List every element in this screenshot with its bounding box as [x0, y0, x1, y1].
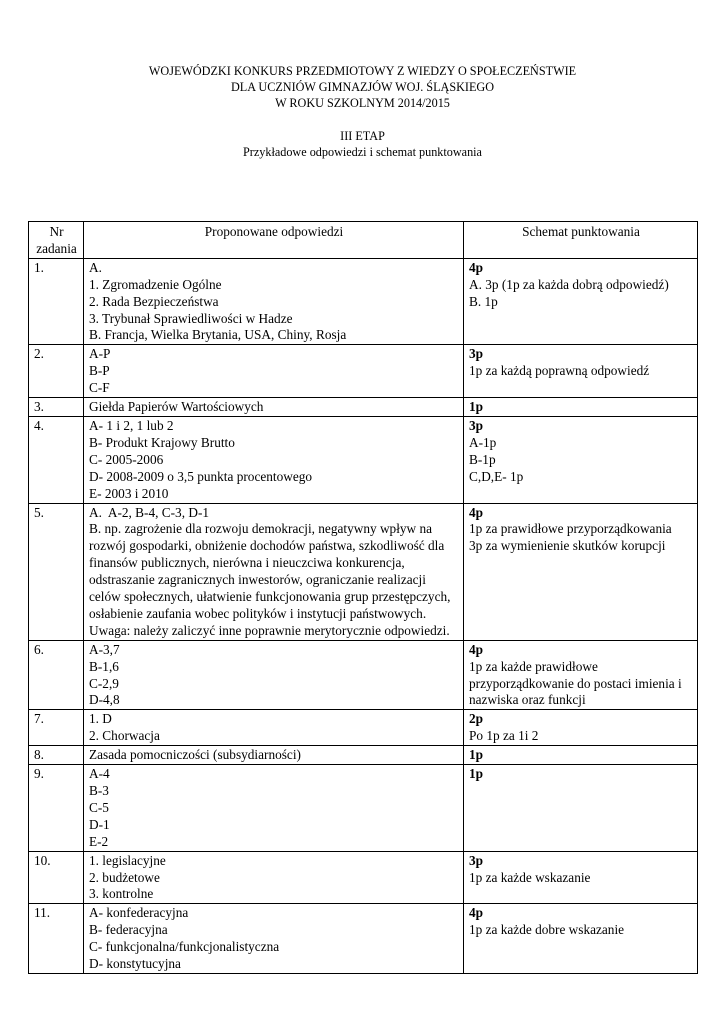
header-subtitle: Przykładowe odpowiedzi i schemat punktowania: [243, 145, 482, 159]
scoring-scheme: [464, 398, 698, 417]
answer-line: 3. kontrolne: [89, 886, 154, 902]
scoring-scheme: [464, 640, 698, 710]
task-number: 9.: [29, 765, 84, 852]
points-total: 1p: [469, 399, 484, 415]
header-stage: III ETAP: [340, 129, 385, 143]
table-row: [29, 710, 698, 746]
scoring-scheme: [464, 904, 698, 974]
points-total: 4p: [469, 504, 484, 520]
header-title-line-3: W ROKU SZKOLNYM 2014/2015: [275, 96, 450, 110]
answer-key-table: [28, 221, 698, 974]
scoring-scheme: [464, 416, 698, 503]
table-header-row: [29, 222, 698, 259]
scheme-line: C,D,E- 1p: [469, 468, 524, 484]
scheme-line: 3p za wymienienie skutków korupcji: [469, 538, 666, 554]
table-row: [29, 904, 698, 974]
answer-line: A- konfederacyjna: [89, 905, 189, 921]
scheme-line: A. 3p (1p za każda dobrą odpowiedź): [469, 276, 669, 292]
scoring-scheme: [464, 710, 698, 746]
answer-line: D-4,8: [89, 692, 120, 708]
proposed-answers: [84, 746, 464, 765]
answer-line: Uwaga: należy zaliczyć inne poprawnie merytorycznie odpowiedzi.: [89, 622, 450, 638]
task-number: 6.: [29, 640, 84, 710]
table-row: [29, 398, 698, 417]
table-row: [29, 746, 698, 765]
answer-line: D- 2008-2009 o 3,5 punkta procentowego: [89, 468, 313, 484]
scheme-line: 1p za każde wskazanie: [469, 869, 591, 885]
proposed-answers: [84, 345, 464, 398]
task-number: 5.: [29, 503, 84, 640]
answer-line: B- Produkt Krajowy Brutto: [89, 434, 235, 450]
answer-line: Zasada pomocniczości (subsydiarności): [89, 747, 301, 763]
answer-line: D-1: [89, 816, 110, 832]
proposed-answers: [84, 710, 464, 746]
answer-line: 3. Trybunał Sprawiedliwości w Hadze: [89, 310, 293, 326]
scheme-line: Po 1p za 1i 2: [469, 728, 539, 744]
answer-line: C- funkcjonalna/funkcjonalistyczna: [89, 939, 280, 955]
answer-line: C-2,9: [89, 675, 119, 691]
scheme-line: 1p za każdą poprawną odpowiedź: [469, 363, 650, 379]
task-number: 3.: [29, 398, 84, 417]
answer-line: A.: [89, 259, 102, 275]
answer-line: C-F: [89, 380, 110, 396]
scoring-scheme: [464, 851, 698, 904]
proposed-answers: [84, 258, 464, 345]
table-row: [29, 503, 698, 640]
table-row: [29, 345, 698, 398]
points-total: 3p: [469, 852, 484, 868]
scoring-scheme: [464, 503, 698, 640]
proposed-answers: [84, 416, 464, 503]
task-number: 2.: [29, 345, 84, 398]
scoring-scheme: [464, 746, 698, 765]
table-row: [29, 640, 698, 710]
table-row: [29, 851, 698, 904]
proposed-answers: [84, 640, 464, 710]
header-title-line-2: DLA UCZNIÓW GIMNAZJÓW WOJ. ŚLĄSKIEGO: [230, 80, 495, 94]
answer-line: 2. budżetowe: [89, 869, 160, 885]
task-number: 8.: [29, 746, 84, 765]
scoring-scheme: [464, 258, 698, 345]
table-row: [29, 258, 698, 345]
answer-line: 1. D: [89, 711, 112, 727]
answer-line: D- konstytucyjna: [89, 956, 181, 972]
table-row: [29, 416, 698, 503]
answer-line: E- 2003 i 2010: [89, 485, 169, 501]
scheme-line: 1p za każde prawidłowe przyporządkowanie do postaci imienia i nazwiska oraz funkcji: [469, 658, 686, 708]
answer-line: A-4: [89, 766, 110, 782]
task-number: 1.: [29, 258, 84, 345]
answer-line: 2. Rada Bezpieczeństwa: [89, 293, 219, 309]
points-total: 4p: [469, 641, 484, 657]
answer-line: 2. Chorwacja: [89, 728, 160, 744]
task-number: 11.: [29, 904, 84, 974]
column-header-nr: Nr zadania: [29, 222, 84, 259]
points-total: 1p: [469, 747, 484, 763]
points-total: 4p: [469, 905, 484, 921]
scheme-line: A-1p: [469, 434, 497, 450]
answer-line: C-5: [89, 799, 109, 815]
proposed-answers: [84, 398, 464, 417]
task-number: 4.: [29, 416, 84, 503]
answer-line: E-2: [89, 833, 109, 849]
proposed-answers: [84, 503, 464, 640]
answer-line: 1. legislacyjne: [89, 852, 166, 868]
points-total: 3p: [469, 346, 484, 362]
task-number: 7.: [29, 710, 84, 746]
scheme-line: B. 1p: [469, 293, 498, 309]
column-header-answers: Proponowane odpowiedzi: [84, 222, 464, 259]
scheme-line: 1p za każde dobre wskazanie: [469, 922, 625, 938]
scoring-scheme: [464, 765, 698, 852]
scheme-line: 1p za prawidłowe przyporządkowania: [469, 521, 672, 537]
answer-line: B- federacyjna: [89, 922, 168, 938]
answer-line: C- 2005-2006: [89, 451, 164, 467]
points-total: 2p: [469, 711, 484, 727]
points-total: 1p: [469, 766, 484, 782]
answer-line: A- 1 i 2, 1 lub 2: [89, 417, 174, 433]
points-total: 3p: [469, 417, 484, 433]
proposed-answers: [84, 851, 464, 904]
answer-line: B. Francja, Wielka Brytania, USA, Chiny, Rosja: [89, 327, 347, 343]
scheme-line: B-1p: [469, 451, 496, 467]
points-total: 4p: [469, 259, 484, 275]
header-title-line-1: WOJEWÓDZKI KONKURS PRZEDMIOTOWY Z WIEDZY O SPOŁECZEŃSTWIE: [148, 64, 577, 78]
scoring-scheme: [464, 345, 698, 398]
answer-line: B. np. zagrożenie dla rozwoju demokracji, negatywny wpływ na rozwój gospodarki, obniżenie dochodów państwa, szkodliwość dla finansów publicznych, nierówna i nieuczciwa konkurencja, odstraszanie zagranicznych inwestorów, ograniczanie realizacji celów społecznych, ułatwienie funkcjonowania grup przestępczych, osłabienie zaufania wobec polityków i instytucji państwowych.: [89, 521, 454, 621]
answer-line: B-P: [89, 363, 110, 379]
task-number: 10.: [29, 851, 84, 904]
document-header: [0, 63, 725, 160]
answer-line: A. A-2, B-4, C-3, D-1: [89, 504, 210, 520]
answer-line: A-3,7: [89, 641, 120, 657]
answer-line: Giełda Papierów Wartościowych: [89, 399, 264, 415]
answer-line: A-P: [89, 346, 111, 362]
proposed-answers: [84, 904, 464, 974]
answer-line: B-1,6: [89, 658, 119, 674]
answer-line: B-3: [89, 783, 109, 798]
answer-line: 1. Zgromadzenie Ogólne: [89, 276, 222, 292]
proposed-answers: [84, 765, 464, 852]
column-header-scheme: Schemat punktowania: [464, 222, 698, 259]
table-row: [29, 765, 698, 852]
